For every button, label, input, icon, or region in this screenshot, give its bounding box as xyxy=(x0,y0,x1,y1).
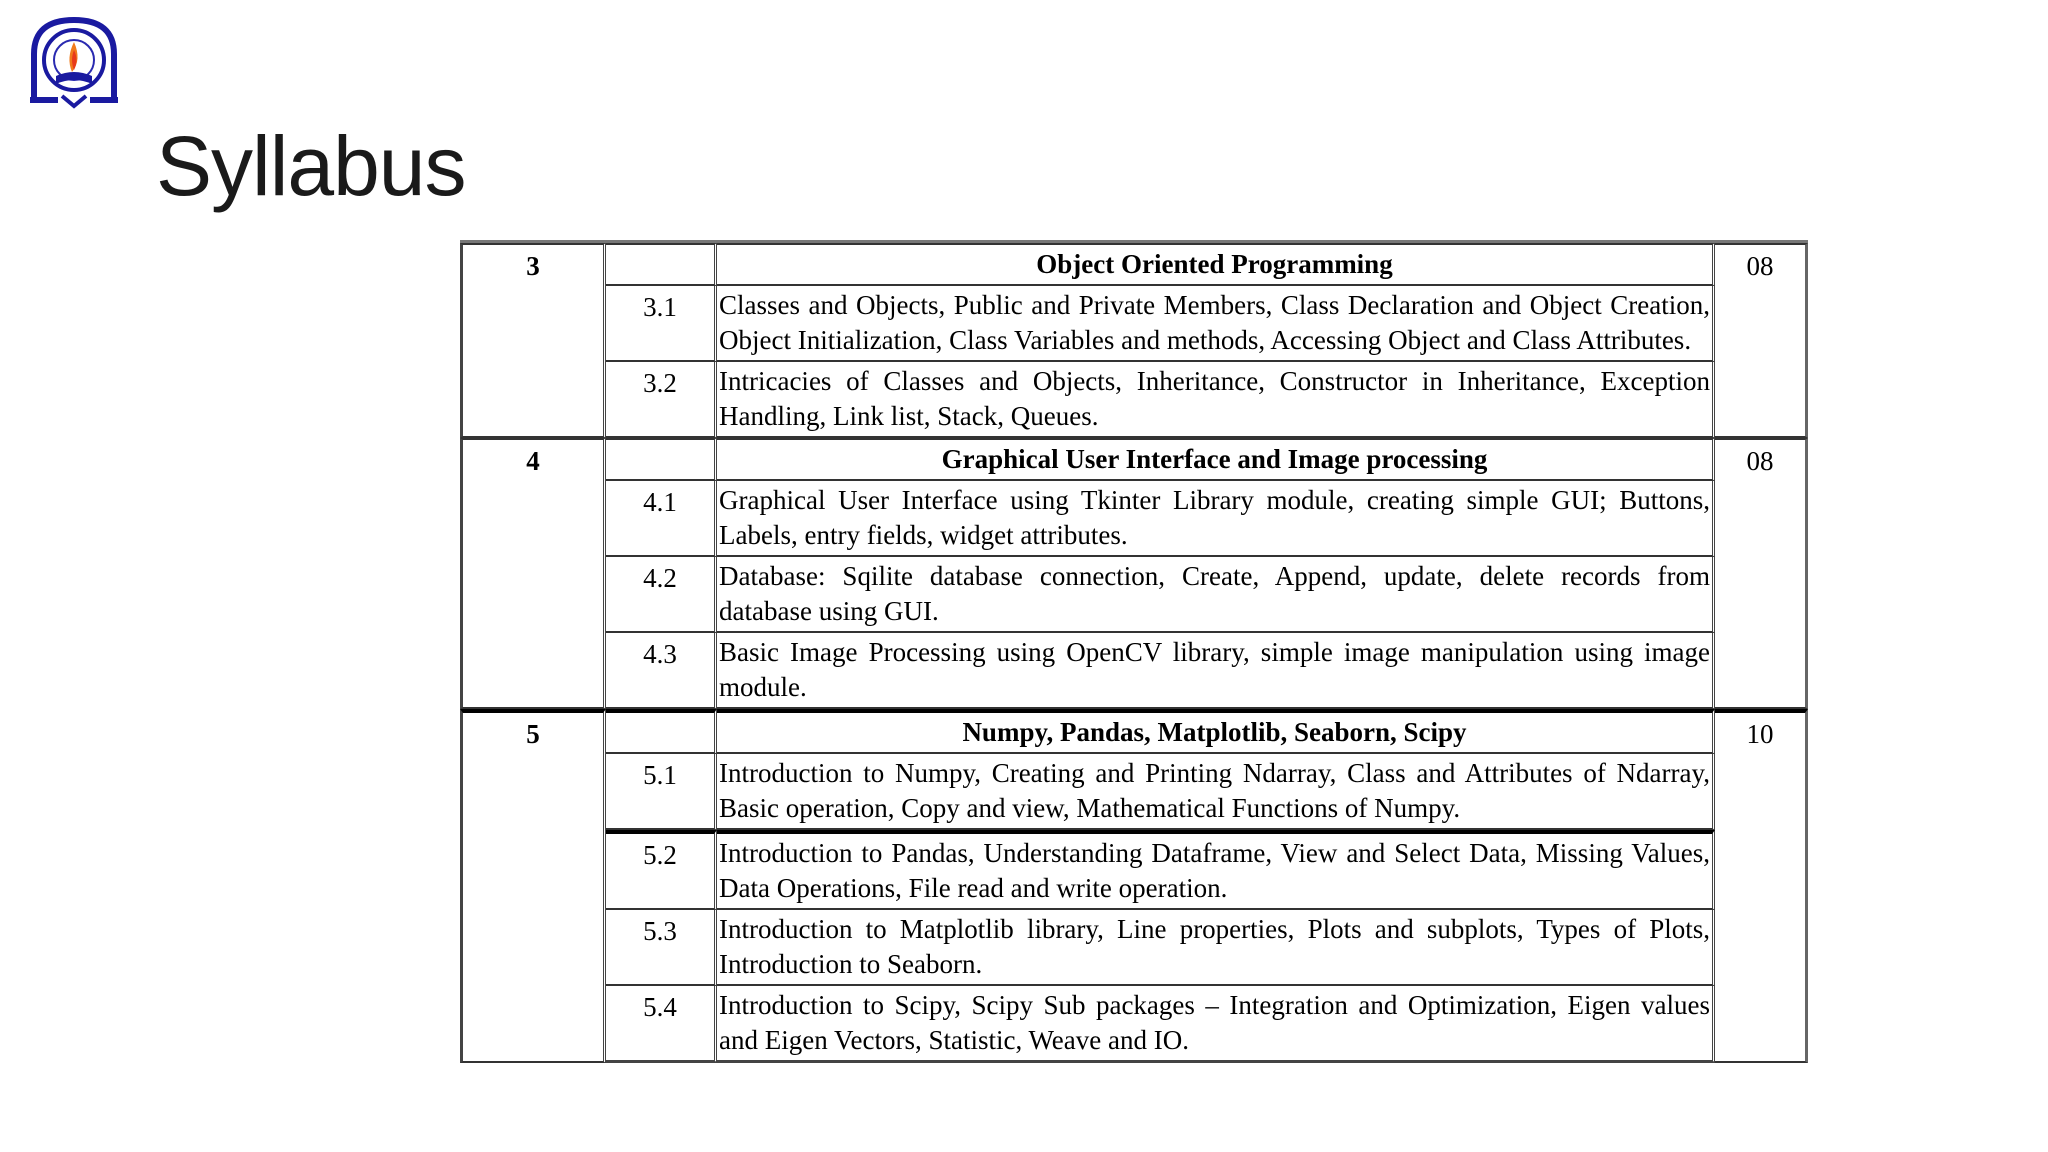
topic-description: Graphical User Interface using Tkinter Library module, creating simple GUI; Buttons, Labels, entry fields, widget attributes. xyxy=(717,481,1715,557)
subtopic-number: 5.4 xyxy=(606,986,717,1063)
subtopic-number: 5.3 xyxy=(606,910,717,986)
subtopic-number: 4.2 xyxy=(606,557,717,633)
topic-row xyxy=(460,830,1808,910)
subtopic-number xyxy=(606,709,717,754)
topic-row xyxy=(460,286,1808,362)
topic-row xyxy=(460,910,1808,986)
subtopic-number: 4.1 xyxy=(606,481,717,557)
topic-description: Introduction to Numpy, Creating and Printing Ndarray, Class and Attributes of Ndarray, Basic operation, Copy and view, Mathematical Functions of Numpy. xyxy=(717,754,1715,830)
topic-description: Introduction to Matplotlib library, Line properties, Plots and subplots, Types of Plots, Introduction to Seaborn. xyxy=(717,910,1715,986)
topic-row xyxy=(460,754,1808,830)
module-title: Graphical User Interface and Image processing xyxy=(717,438,1715,481)
topic-description: Introduction to Scipy, Scipy Sub packages – Integration and Optimization, Eigen values and Eigen Vectors, Statistic, Weave and IO. xyxy=(717,986,1715,1063)
topic-row xyxy=(460,362,1808,438)
topic-row xyxy=(460,986,1808,1063)
subtopic-number: 3.2 xyxy=(606,362,717,438)
subtopic-number xyxy=(606,438,717,481)
subtopic-number xyxy=(606,243,717,286)
module-row xyxy=(460,243,1808,286)
institution-logo xyxy=(28,14,120,110)
module-hours: 08 xyxy=(1715,438,1808,709)
module-number: 5 xyxy=(460,709,606,1063)
subtopic-number: 4.3 xyxy=(606,633,717,709)
module-title: Numpy, Pandas, Matplotlib, Seaborn, Scipy xyxy=(717,709,1715,754)
module-number: 4 xyxy=(460,438,606,709)
slide-title: Syllabus xyxy=(156,119,466,213)
module-title: Object Oriented Programming xyxy=(717,243,1715,286)
module-number: 3 xyxy=(460,243,606,438)
topic-row xyxy=(460,481,1808,557)
topic-description: Classes and Objects, Public and Private Members, Class Declaration and Object Creation, Object Initialization, Class Variables and methods, Accessing Object and Class Attributes. xyxy=(717,286,1715,362)
topic-description: Intricacies of Classes and Objects, Inheritance, Constructor in Inheritance, Exception Handling, Link list, Stack, Queues. xyxy=(717,362,1715,438)
module-hours: 08 xyxy=(1715,243,1808,438)
module-row xyxy=(460,709,1808,754)
topic-row xyxy=(460,633,1808,709)
topic-description: Introduction to Pandas, Understanding Dataframe, View and Select Data, Missing Values, Data Operations, File read and write operation. xyxy=(717,830,1715,910)
syllabus-table xyxy=(460,240,1808,1063)
topic-row xyxy=(460,557,1808,633)
topic-description: Basic Image Processing using OpenCV library, simple image manipulation using image module. xyxy=(717,633,1715,709)
topic-description: Database: Sqilite database connection, Create, Append, update, delete records from database using GUI. xyxy=(717,557,1715,633)
module-row xyxy=(460,438,1808,481)
syllabus-table-body xyxy=(460,243,1808,1063)
subtopic-number: 3.1 xyxy=(606,286,717,362)
logo-emblem-icon xyxy=(28,14,120,110)
subtopic-number: 5.1 xyxy=(606,754,717,830)
subtopic-number: 5.2 xyxy=(606,830,717,910)
module-hours: 10 xyxy=(1715,709,1808,1063)
